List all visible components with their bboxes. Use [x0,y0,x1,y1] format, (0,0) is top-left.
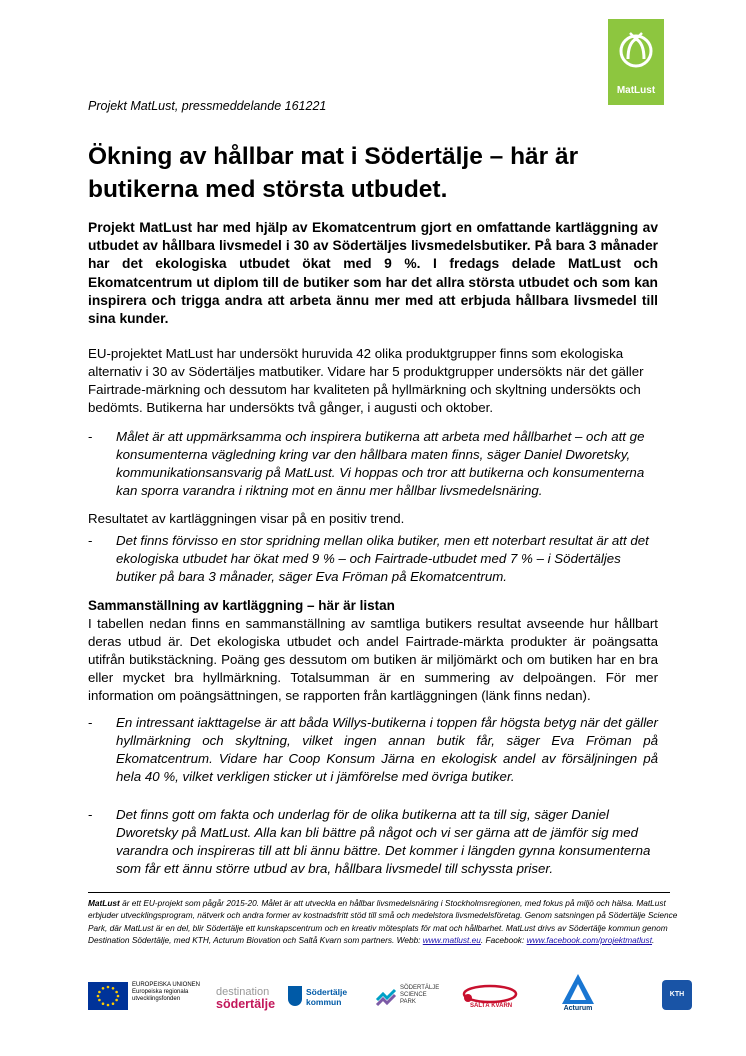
salta-kvarn-icon [460,984,520,1004]
quote-eva-1 [88,532,658,586]
acturum-icon [558,972,598,1006]
footer-description: är ett EU-projekt som pågår 2015-20. Målet är att utveckla en hållbar livsmedelsnäring i Stockholmsregionen, med fokus på miljö och hälsa. MatLust erbjuder utvecklingsprogram, nätverk och andra former av kostnadsfritt stöd till små och medelstora livsmedelsföretag. Genom satsningen på Södertälje Science Park, där MatLust är en del, blir Södertälje ett kunskapscentrum och en kreativ mötesplats för mat och hållbarhet. MatLust drivs av Södertälje kommun genom Destination Södertälje, med KTH, Acturum Biovation och Saltå Kvarn som partners. Webb: [88,898,678,946]
destination-top: destination [216,986,270,998]
sodertalje-kommun-logo [288,984,358,1010]
quote-text: Det finns gott om fakta och underlag för de olika butikerna att ta till sig, säger Daniel Dworetsky på MatLust. Alla kan bli bättre på något och vi ser gärna att de jämför sig med varandra och inspireras till att bli ännu bättre. Det kommer i längden gynna konsumenterna som får ett ännu större utbud av bra, hållbara livsmedel till schyssta priser. [116,807,651,876]
facebook-link[interactable]: www.facebook.com/projektmatlust [526,935,653,946]
destination-sodertalje-logo [216,986,275,1010]
matlust-leaf-icon [617,27,655,77]
footer-end: . [652,935,655,946]
quote-text: Det finns förvisso en stor spridning mellan olika butiker, men ett noterbart resultat är att det ekologiska utbudet har ökat med 9 % – och Fairtrade-utbudet med 7 % – i Södertäljes butiker på bara 3 månader, säger Eva Fröman på Ekomatcentrum. [116,533,649,584]
press-release-subtitle: Projekt MatLust, pressmeddelande 161221 [88,99,327,113]
matlust-logo [608,19,664,105]
quote-dash: - [88,807,93,822]
kth-logo: KTH [662,980,692,1010]
salta-kvarn-text: SALTÅ KVARN [470,1003,513,1009]
summary-paragraph: I tabellen nedan finns en sammanställning av samtliga butikers resultat avseende hur hållbart deras utbud är. Det ekologiska utbudet och andel Fairtrade-märkta produkter är poängsatta utifrån butikstäckning. Poäng ges dessutom om butiken är miljömärkt och om butiken har en bra eller mycket bra hyllmärkning. Totalsumman är en summering av delpoängen. För mer information om poängsättningen, se rapporten från kartläggningen (länk finns nedan). [88,616,658,703]
intro-paragraph: EU-projektet MatLust har undersökt huruvida 42 olika produktgrupper finns som ekologiska alternativ i 30 av Södertäljes matbutiker. Vidare har 5 produktgrupper undersökts när det gäller Fairtrade-märkning och dessutom har kvaliteten på hyllmärkning och skyltning undersökts och bedömts. Butikerna har undersökts två gånger, i augusti och oktober. [88,346,644,415]
shield-icon [288,986,302,1006]
eu-flag-icon [88,982,128,1010]
sodertalje-kommun-text: Södertälje kommun [306,987,348,1007]
quote-text: En intressant iakttagelse är att båda Willys-butikerna i toppen får högsta betyg när det gäller hyllmärkning och skyltning, vilket ingen annan butik får, säger Eva Fröman på Ekomatcentrum. Vidare har Coop Konsum Järna en ekologisk andel av försäljningen på hela 40 %, vilket verkligen sticker ut i jämförelse med övriga butiker. [116,715,658,784]
footer-divider [88,892,670,893]
quote-dash: - [88,429,93,444]
footer-separator: . Facebook: [480,935,527,946]
quote-eva-2 [88,714,658,786]
acturum-text: Acturum [563,1005,593,1012]
section-heading: Sammanställning av kartläggning – här är listan [88,598,395,613]
page-title: Ökning av hållbar mat i Södertälje – här är butikerna med största utbudet. [88,143,579,203]
logo-text: MatLust [616,85,656,96]
quote-dash: - [88,715,93,730]
salta-kvarn-logo [460,984,530,1014]
partner-logos [88,972,688,1020]
science-park-logo [374,984,444,1012]
acturum-logo [558,972,598,1016]
destination-bottom: södertälje [216,997,276,1011]
quote-dash: - [88,533,93,548]
web-link[interactable]: www.matlust.eu [422,935,481,946]
eu-fund-text: EUROPEISKA UNIONEN Europeiska regionala utvecklingsfonden [132,982,201,1002]
quote-daniel-1 [88,428,658,500]
quote-text: Målet är att uppmärksamma och inspirera butikerna att arbeta med hållbarhet – och att ge konsumenterna vägledning kring var den hållbara maten finns, säger Daniel Dworetsky, kommunikationsansvarig på MatLust. Vi hoppas och tror att butikerna och konsumenterna kan sporra varandra i riktning mot en ännu mer hållbar livsmedelsnäring. [116,429,645,498]
quote-daniel-2 [88,806,658,878]
footer-brand: MatLust [88,898,120,908]
science-park-text: SÖDERTÄLJE SCIENCE PARK [400,985,440,1005]
lead-paragraph: Projekt MatLust har med hjälp av Ekomatcentrum gjort en omfattande kartläggning av utbudet av hållbara livsmedel i 30 av Södertäljes livsmedelsbutiker. På bara 3 månader har det ekologiska utbudet ökat med 9 %. I fredags delade MatLust och Ekomatcentrum ut diplom till de butiker som har det allra största utbudet och som kan inspirera och trigga andra att arbeta ännu mer med att erbjuda hållbara livsmedel till sina kunder. [88,220,658,327]
science-park-icon [374,984,398,1008]
footer-text [88,897,680,947]
result-paragraph: Resultatet av kartläggningen visar på en positiv trend. [88,511,405,526]
